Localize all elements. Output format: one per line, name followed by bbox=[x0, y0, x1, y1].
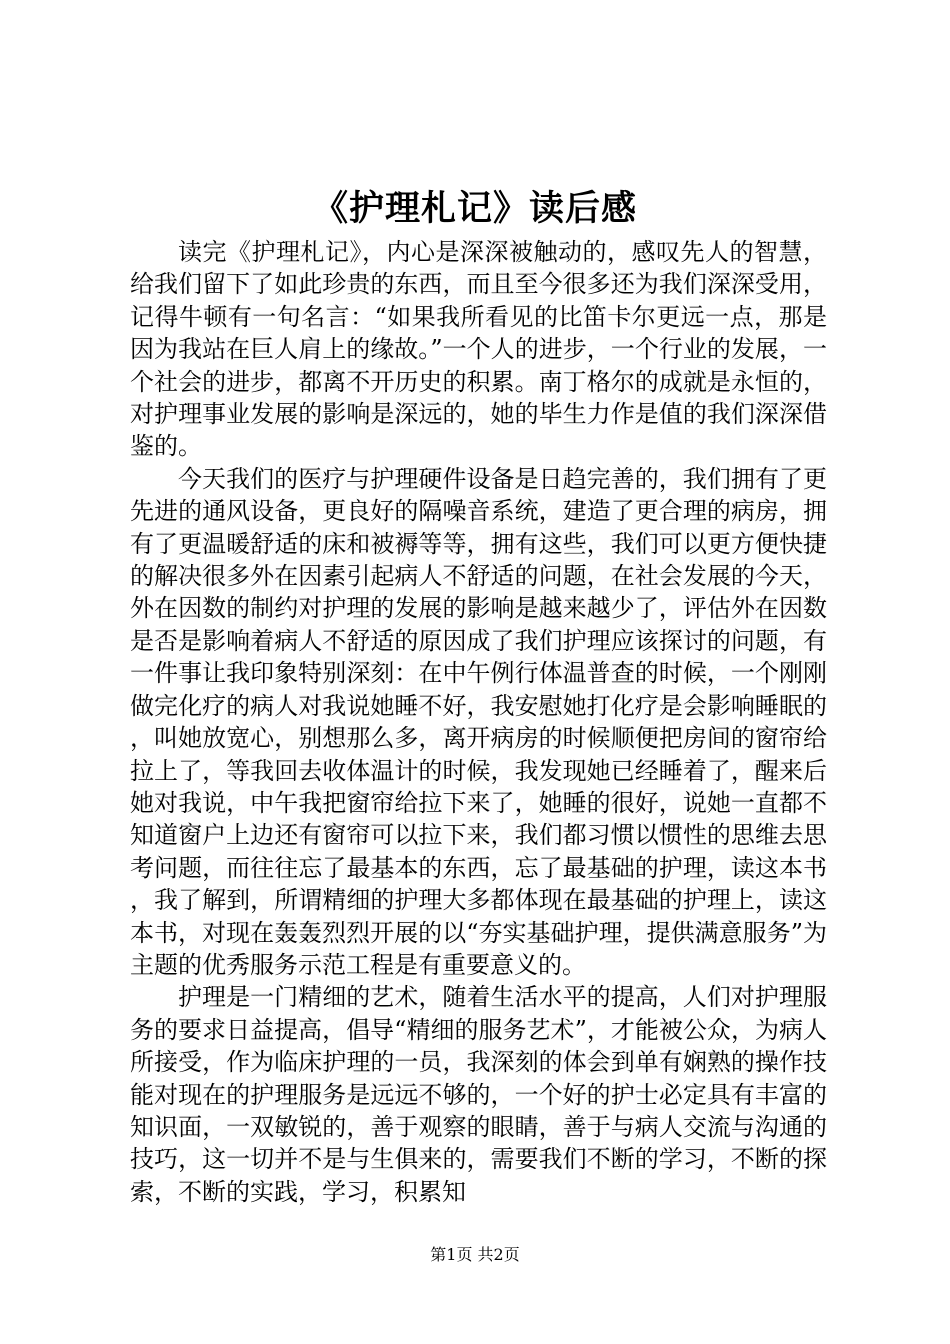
paragraph-1: 读完《护理札记》，内心是深深被触动的，感叹先人的智慧，给我们留下了如此珍贵的东西，而且至今很多还为我们深深受用，记得牛顿有一句名言：“如果我所看见的比笛卡尔更远一点，那是因为我站在巨人肩上的缘故。”一个人的进步，一个行业的发展，一个社会的进步，都离不开历史的积累。南丁格尔的成就是永恒的，对护理事业发展的影响是深远的，她的毕生力作是值的我们深深借鉴的。 bbox=[130, 238, 827, 461]
document-body bbox=[130, 236, 827, 1208]
paragraph-2: 今天我们的医疗与护理硬件设备是日趋完善的，我们拥有了更先进的通风设备，更良好的隔噪音系统，建造了更合理的病房，拥有了更温暖舒适的床和被褥等等，拥有这些，我们可以更方便快捷的解决很多外在因素引起病人不舒适的问题，在社会发展的今天，外在因数的制约对护理的发展的影响是越来越少了，评估外在因数是否是影响着病人不舒适的原因成了我们护理应该探讨的问题，有一件事让我印象特别深刻：在中午例行体温普查的时候，一个刚刚做完化疗的病人对我说她睡不好，我安慰她打化疗是会影响睡眠的，叫她放宽心，别想那么多，离开病房的时候顺便把房间的窗帘给拉上了，等我回去收体温计的时候，我发现她已经睡着了，醒来后她对我说，中午我把窗帘给拉下来了，她睡的很好，说她一直都不知道窗户上边还有窗帘可以拉下来，我们都习惯以惯性的思维去思考问题，而往往忘了最基本的东西，忘了最基础的护理，读这本书，我了解到，所谓精细的护理大多都体现在最基础的护理上，读这本书，对现在轰轰烈烈开展的以“夯实基础护理，提供满意服务”为主题的优秀服务示范工程是有重要意义的。 bbox=[130, 464, 827, 979]
document-title: 《护理札记》读后感 bbox=[312, 188, 637, 229]
paragraph-3: 护理是一门精细的艺术，随着生活水平的提高，人们对护理服务的要求日益提高，倡导“精细的服务艺术”，才能被公众，为病人所接受，作为临床护理的一员，我深刻的体会到单有娴熟的操作技能对现在的护理服务是远远不够的，一个好的护士必定具有丰富的知识面，一双敏锐的，善于观察的眼睛，善于与病人交流与沟通的技巧，这一切并不是与生俱来的，需要我们不断的学习，不断的探索，不断的实践，学习，积累知 bbox=[130, 983, 827, 1206]
page-footer: 第1页 共2页 bbox=[430, 1245, 520, 1264]
